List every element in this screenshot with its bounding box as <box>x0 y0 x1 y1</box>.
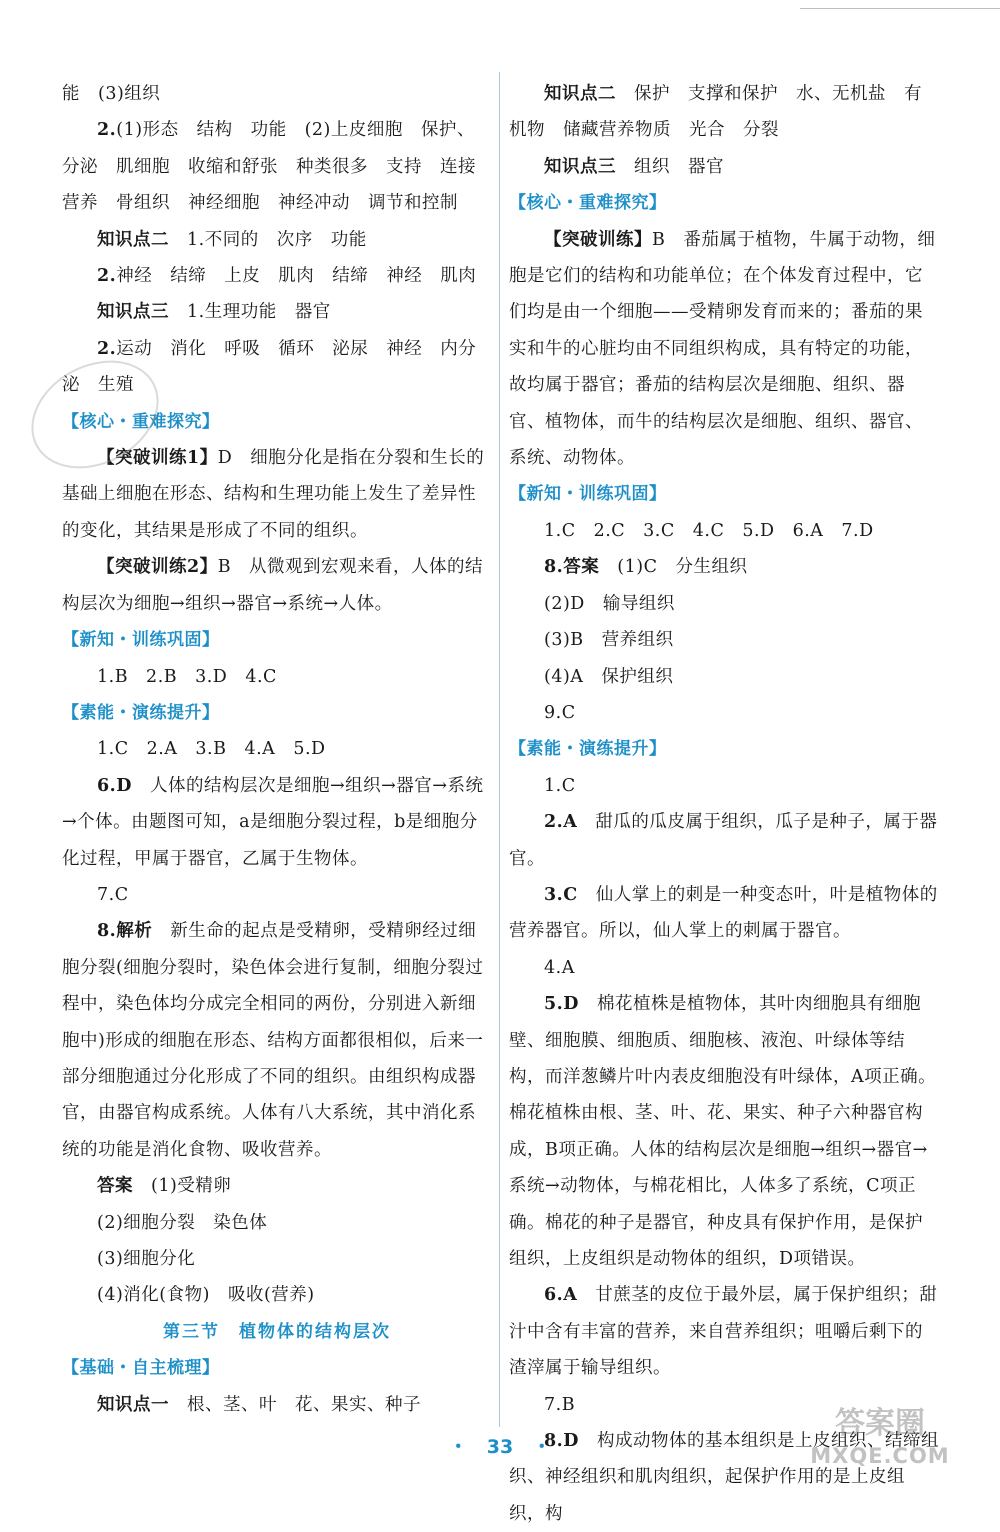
answer-paragraph <box>509 149 939 185</box>
answer-label: 5.D <box>544 994 579 1015</box>
column-divider <box>499 72 500 1427</box>
answer-text: 仙人掌上的刺是一种变态叶，叶是植物体的营养器官。所以，仙人掌上的刺属于器官。 <box>509 884 938 942</box>
section-heading: 【核心・重难探究】 <box>62 411 220 432</box>
section-heading: 【素能・演练提升】 <box>62 702 220 723</box>
answer-paragraph <box>509 549 939 585</box>
answer-paragraph <box>62 258 492 294</box>
answer-label: 【突破训练1】 <box>97 448 218 469</box>
right-column <box>509 76 939 1532</box>
answer-paragraph <box>62 731 492 767</box>
left-column <box>62 76 492 1423</box>
answer-label: 知识点一 <box>97 1394 169 1415</box>
answer-text: 神经 结缔 上皮 肌肉 结缔 神经 肌肉 <box>116 266 477 287</box>
answer-text: 能 (3)组织 <box>62 84 161 104</box>
answer-paragraph <box>62 913 492 1168</box>
watermark-logo-url: MXQE.COM <box>810 1444 950 1468</box>
answer-text: (3)B 营养组织 <box>544 630 674 651</box>
answer-text: 7.C <box>97 884 129 905</box>
answer-text: 9.C <box>544 702 576 723</box>
answer-label: 【突破训练2】 <box>97 557 218 578</box>
answer-text: 4.A <box>544 957 575 978</box>
answer-text: 7.B <box>544 1394 576 1415</box>
answer-label: 2. <box>97 266 117 287</box>
section-heading: 【新知・训练巩固】 <box>62 630 220 651</box>
answer-paragraph <box>62 1277 492 1313</box>
answer-text: 1.生理功能 器官 <box>169 302 331 323</box>
answer-label: 知识点三 <box>544 156 616 177</box>
answer-text: (4)A 保护组织 <box>544 666 674 687</box>
answer-text: 1.C 2.C 3.C 4.C 5.D 6.A 7.D <box>544 520 874 541</box>
answer-label: 知识点二 <box>544 84 616 104</box>
answer-paragraph <box>509 76 939 149</box>
answer-paragraph <box>62 1241 492 1277</box>
answer-paragraph <box>509 622 939 658</box>
answer-text: 保护 支撑和保护 水、无机盐 有机物 储藏营养物质 光合 分裂 <box>509 84 922 141</box>
answer-label: 3.C <box>544 884 578 905</box>
watermark-logo <box>780 1405 980 1475</box>
answer-paragraph <box>62 549 492 622</box>
answer-paragraph <box>509 695 939 731</box>
answer-label: 8.解析 <box>97 921 153 942</box>
answer-label: 2. <box>97 338 117 359</box>
answer-paragraph <box>62 112 492 221</box>
answer-text: 1.C <box>544 775 576 796</box>
answer-label: 知识点二 <box>97 229 169 250</box>
answer-text: (2)细胞分裂 染色体 <box>97 1212 268 1233</box>
answer-label: 答案 <box>97 1176 133 1197</box>
answer-text: (4)消化(食物) 吸收(营养) <box>97 1285 315 1306</box>
answer-text: 1.C 2.A 3.B 4.A 5.D <box>97 739 326 760</box>
answer-text: 1.B 2.B 3.D 4.C <box>97 666 277 687</box>
answer-text: (1)形态 结构 功能 (2)上皮细胞 保护、分泌 肌细胞 收缩和舒张 种类很多 支持 连接 营养 骨组织 神经细胞 神经冲动 调节和控制 <box>62 120 494 214</box>
answer-text: (1)C 分生组织 <box>599 557 748 578</box>
watermark-logo-title: 答案圈 <box>835 1406 925 1441</box>
answer-text: 甘蔗茎的皮位于最外层，属于保护组织；甜汁中含有丰富的营养，来自营养组织；咀嚼后剩下的渣滓属于输导组织。 <box>509 1285 938 1379</box>
answer-text: 运动 消化 呼吸 循环 泌尿 神经 内分泌 生殖 <box>62 338 477 396</box>
answer-paragraph <box>509 950 939 986</box>
answer-text: 构成动物体的基本组织是上皮组织、结缔组织、神经组织和肌肉组织，起保护作用的是上皮组织，构 <box>509 1431 939 1524</box>
answer-paragraph <box>62 768 492 877</box>
chapter-section-title: 第三节 植物体的结构层次 <box>163 1321 391 1342</box>
answer-text: B 从微观到宏观来看，人体的结构层次为细胞→组织→器官→系统→人体。 <box>62 557 484 614</box>
section-heading: 【核心・重难探究】 <box>509 193 667 214</box>
answer-text: B 番茄属于植物，牛属于动物，细胞是它们的结构和功能单位；在个体发育过程中，它们均是由一个细胞——受精卵发育而来的；番茄的果实和牛的心脏均由不同组织构成，具有特定的功能，故均属于器官；番茄的结构层次是细胞、组织、器官、植物体，而牛的结构层次是细胞、组织、器官、系统、动物体。 <box>509 229 936 469</box>
answer-paragraph <box>62 659 492 695</box>
answer-paragraph <box>62 440 492 549</box>
answer-paragraph <box>62 1387 492 1423</box>
answer-text: 人体的结构层次是细胞→组织→器官→系统→个体。由题图可知，a是细胞分裂过程，b是细胞分化过程，甲属于器官，乙属于生物体。 <box>62 775 484 869</box>
answer-paragraph <box>509 986 939 1277</box>
answer-paragraph <box>509 877 939 950</box>
answer-text: D 细胞分化是指在分裂和生长的基础上细胞在形态、结构和生理功能上发生了差异性的变化，其结果是形成了不同的组织。 <box>62 448 485 541</box>
answer-label: 6.D <box>97 775 132 796</box>
answer-text: 棉花植株是植物体，其叶肉细胞具有细胞壁、细胞膜、细胞质、细胞核、液泡、叶绿体等结构，而洋葱鳞片叶内表皮细胞没有叶绿体，A项正确。棉花植株由根、茎、叶、花、果实、种子六种器官构成，B项正确。人体的结构层次是细胞→组织→器官→系统→动物体，与棉花相比，人体多了系统，C项正确。棉花的种子是器官，种皮具有保护作用，是保护组织，上皮组织是动物体的组织，D项错误。 <box>509 994 937 1269</box>
answer-text: (3)细胞分化 <box>97 1249 196 1269</box>
answer-label: 知识点三 <box>97 302 169 323</box>
answer-text: (2)D 输导组织 <box>544 593 675 614</box>
answer-paragraph <box>509 659 939 695</box>
answer-label: 【突破训练】 <box>544 229 652 250</box>
answer-text: 新生命的起点是受精卵，受精卵经过细胞分裂(细胞分裂时，染色体会进行复制，细胞分裂过程中，染色体均分成完全相同的两份，分别进入新细胞中)形成的细胞在形态、结构方面都很相似，后来一部分细胞通过分化形成了不同的组织。由组织构成器官，由器官构成系统。人体有八大系统，其中消化系统的功能是消化食物、吸收营养。 <box>62 921 484 1160</box>
answer-label: 2.A <box>544 812 578 833</box>
answer-paragraph <box>62 294 492 330</box>
answer-label: 8.答案 <box>544 557 600 578</box>
section-heading: 【新知・训练巩固】 <box>509 484 667 505</box>
answer-paragraph <box>509 586 939 622</box>
page-number: ・ 33 ・ <box>448 1436 552 1458</box>
answer-text: (1)受精卵 <box>133 1176 232 1197</box>
section-heading: 【基础・自主梳理】 <box>62 1358 220 1379</box>
answer-label: 6.A <box>544 1285 578 1306</box>
answer-paragraph <box>509 804 939 877</box>
section-heading: 【素能・演练提升】 <box>509 739 667 760</box>
answer-paragraph <box>62 222 492 258</box>
answer-label: 2. <box>97 120 117 141</box>
answer-text: 组织 器官 <box>616 156 724 177</box>
answer-paragraph <box>509 1277 939 1386</box>
top-rule <box>800 8 1000 9</box>
answer-paragraph <box>62 76 492 112</box>
answer-text: 1.不同的 次序 功能 <box>169 229 367 250</box>
answer-paragraph <box>509 513 939 549</box>
answer-paragraph <box>62 877 492 913</box>
answer-paragraph <box>509 222 939 477</box>
answer-text: 甜瓜的瓜皮属于组织，瓜子是种子，属于器官。 <box>509 812 938 869</box>
answer-label: 8.D <box>544 1431 579 1452</box>
answer-paragraph <box>62 1168 492 1204</box>
answer-paragraph <box>62 1205 492 1241</box>
answer-text: 根、茎、叶 花、果实、种子 <box>169 1394 421 1415</box>
answer-paragraph <box>509 768 939 804</box>
